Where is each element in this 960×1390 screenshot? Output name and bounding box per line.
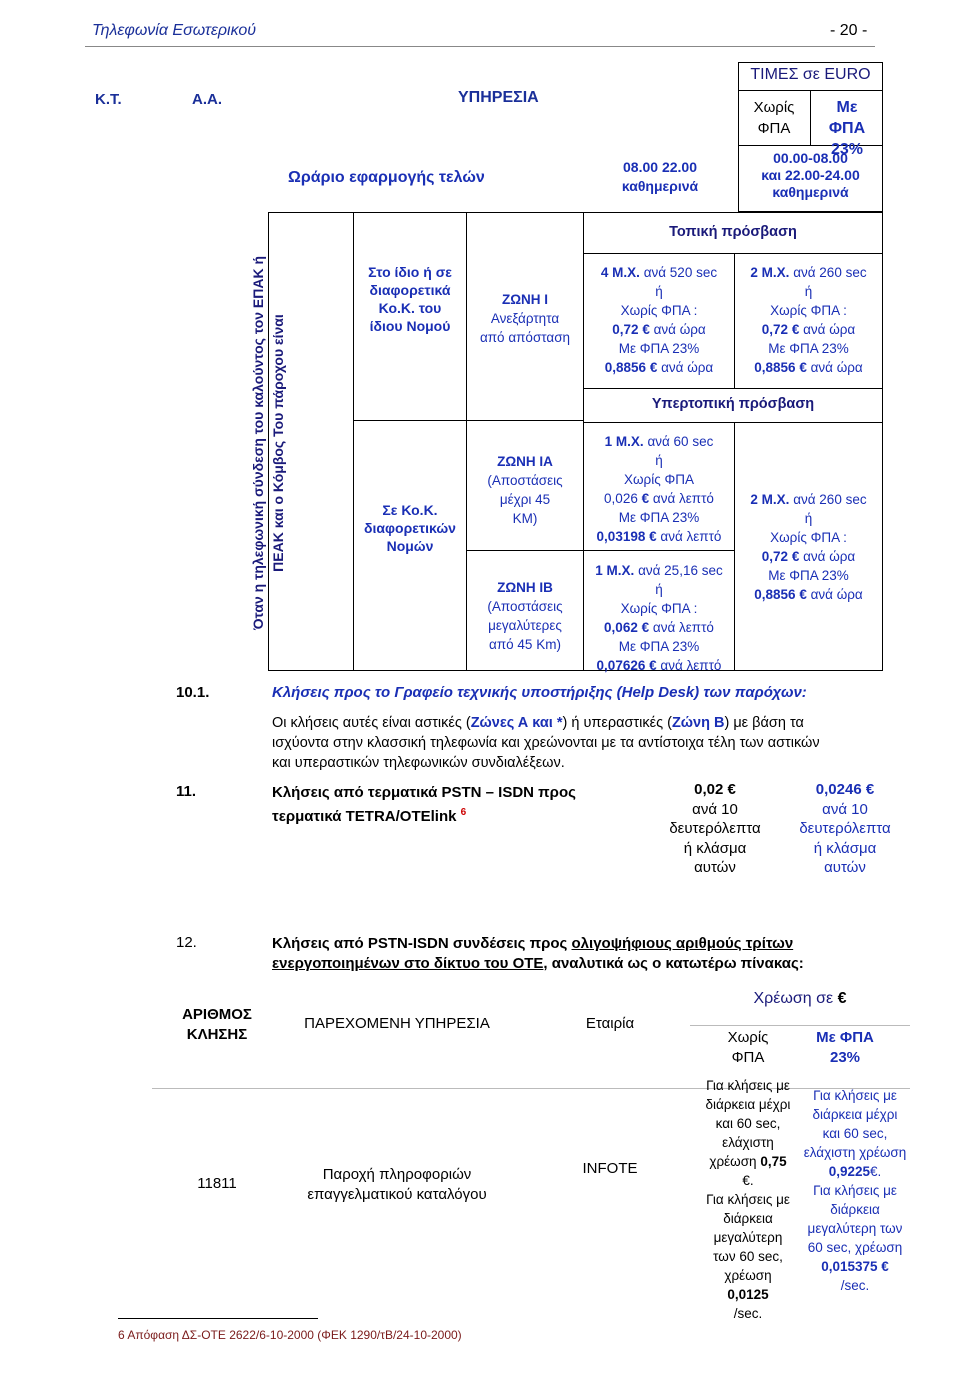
p1-vat-per: ανά ώρα bbox=[661, 360, 714, 375]
p5-with-label: Με ΦΠΑ 23% bbox=[768, 568, 849, 583]
grid-line bbox=[353, 212, 354, 671]
p3-or: ή bbox=[655, 453, 663, 468]
p2-interval: ανά 260 sec bbox=[793, 265, 867, 280]
p-b: Ζώνες Α και * bbox=[470, 715, 563, 731]
bt-service-1: Παροχή πληροφοριών bbox=[322, 1166, 472, 1183]
v8: διάρκεια bbox=[830, 1202, 880, 1217]
w5: χρέωση bbox=[709, 1154, 757, 1169]
header-divider bbox=[85, 46, 875, 47]
col-aa: Α.Α. bbox=[192, 91, 222, 108]
zone-IA bbox=[468, 452, 582, 528]
v5: 0,9225 bbox=[828, 1164, 871, 1179]
v6: €. bbox=[870, 1164, 882, 1179]
local-access-header: Τοπική πρόσβαση bbox=[669, 224, 797, 240]
w5v: 0,75 bbox=[760, 1154, 787, 1169]
s11-frac: ή κλάσμα bbox=[683, 839, 747, 857]
zone-1-title: ΖΩΝΗ Ι bbox=[501, 292, 549, 307]
grid-line bbox=[810, 90, 811, 146]
col-kt: Κ.Τ. bbox=[95, 91, 122, 108]
section-12-number: 12. bbox=[176, 934, 197, 951]
bt-h-charge-label: Χρέωση σε bbox=[753, 990, 834, 1007]
bt-service-2: επαγγελματικού καταλόγου bbox=[307, 1186, 487, 1203]
p4-interval: ανά 25,16 sec bbox=[638, 563, 723, 578]
p2-value: 0,72 bbox=[761, 322, 789, 337]
zone-IB-l3: από 45 Km) bbox=[489, 637, 561, 652]
schedule-night-2: και 22.00-24.00 bbox=[761, 167, 860, 183]
w13: /sec. bbox=[733, 1306, 763, 1321]
grid-line bbox=[583, 253, 883, 254]
long-price-2 bbox=[735, 490, 882, 604]
diff-pref-2: διαφορετικών bbox=[364, 520, 456, 536]
footnote: 6 Απόφαση ΔΣ-ΟΤΕ 2622/6-10-2000 (ΦΕΚ 1290/τΒ/24-10-2000) bbox=[118, 1328, 462, 1342]
w10: των 60 sec, bbox=[713, 1249, 783, 1264]
s12-t3: ενεργοποιημένων στο δίκτυο του ΟΤΕ bbox=[272, 955, 544, 972]
s11-them: αυτών bbox=[694, 859, 736, 876]
bt-number: 11811 bbox=[197, 1175, 237, 1192]
p4-value: 0,062 bbox=[604, 620, 638, 635]
w2: διάρκεια μέχρι bbox=[705, 1097, 791, 1112]
p3-interval: ανά 60 sec bbox=[647, 434, 714, 449]
grid-line bbox=[353, 420, 583, 421]
w9: μεγαλύτερη bbox=[713, 1230, 783, 1245]
grid-line bbox=[738, 62, 883, 63]
v7: Για κλήσεις με bbox=[813, 1183, 897, 1198]
section-12-title bbox=[272, 934, 872, 974]
p5-interval: ανά 260 sec bbox=[793, 492, 867, 507]
bt-h-with: Με ΦΠΑ 23% bbox=[816, 1029, 874, 1066]
section-10-1-number: 10.1. bbox=[176, 684, 210, 701]
p1-or: ή bbox=[655, 284, 663, 299]
rotated-caption bbox=[248, 213, 292, 673]
p4-units: 1 Μ.Χ. bbox=[595, 563, 635, 578]
bt-h-service: ΠΑΡΕΧΟΜΕΝΗ ΥΠΗΡΕΣΙΑ bbox=[304, 1015, 490, 1032]
zone-IA-l2: μέχρι 45 bbox=[499, 492, 551, 507]
zone-IB bbox=[468, 578, 582, 654]
p5-without-label: Χωρίς ΦΠΑ : bbox=[770, 530, 847, 545]
euro-icon: € bbox=[649, 360, 658, 375]
euro-icon: € bbox=[837, 990, 847, 1007]
schedule-day: 08.00 22.00 καθημερινά bbox=[621, 159, 699, 194]
v2: διάρκεια μέχρι bbox=[812, 1107, 898, 1122]
s11-price-2: 0,0246 bbox=[815, 781, 862, 798]
grid-line bbox=[268, 212, 883, 213]
bt-h-company: Εταιρία bbox=[585, 1015, 635, 1032]
grid-line bbox=[583, 422, 883, 423]
zone-IB-l1: (Αποστάσεις bbox=[487, 599, 563, 614]
zone-IA-price bbox=[585, 432, 733, 546]
schedule-night-1: 00.00-08.00 bbox=[773, 150, 848, 166]
v3: και 60 sec, bbox=[822, 1126, 888, 1141]
p5-per: ανά ώρα bbox=[803, 549, 856, 564]
p-a: Οι κλήσεις αυτές είναι αστικές ( bbox=[272, 715, 471, 731]
p1-value: 0,72 bbox=[612, 322, 639, 337]
footnote-ref: 6 bbox=[460, 807, 467, 818]
p4-with-label: Με ΦΠΑ 23% bbox=[618, 639, 700, 654]
p4-or: ή bbox=[655, 582, 663, 597]
zone-IB-price bbox=[585, 561, 733, 675]
v9: μεγαλύτερη των bbox=[807, 1221, 903, 1236]
grid-line bbox=[466, 212, 467, 671]
v1: Για κλήσεις με bbox=[813, 1088, 897, 1103]
p1-with-label: Με ΦΠΑ 23% bbox=[618, 341, 700, 356]
diff-prefecture bbox=[355, 501, 465, 555]
p4-without-label: Χωρίς ΦΠΑ : bbox=[620, 601, 698, 616]
p2-vat-per: ανά ώρα bbox=[810, 360, 863, 375]
p2-units: 2 Μ.Χ. bbox=[750, 265, 790, 280]
p3-per: ανά λεπτό bbox=[652, 491, 714, 506]
s12-t2: ολιγοψήφιους αριθμούς τρίτων bbox=[571, 935, 794, 952]
p1-without-label: Χωρίς ΦΠΑ : bbox=[620, 303, 698, 318]
euro-icon: € bbox=[727, 781, 736, 798]
local-price-1 bbox=[585, 263, 733, 377]
p1-per: ανά ώρα bbox=[653, 322, 706, 337]
p5-vat-value: 0,8856 bbox=[754, 587, 796, 602]
diff-pref-1: Σε Κο.Κ. bbox=[382, 502, 438, 518]
diff-pref-3: Νομών bbox=[386, 538, 434, 554]
s11-title-2: τερματικά TETRA/OTElink bbox=[272, 808, 457, 825]
s12-t4: , αναλυτικά ως ο κατωτέρω πίνακας: bbox=[543, 955, 804, 972]
p5-units: 2 Μ.Χ. bbox=[750, 492, 790, 507]
bt-charge-with bbox=[800, 1086, 910, 1295]
zone-IA-title: ΖΩΝΗ ΙΑ bbox=[497, 454, 553, 469]
euro-icon: € bbox=[799, 587, 807, 602]
long-access-header: Υπερτοπική πρόσβαση bbox=[651, 396, 815, 412]
p3-vat-value: 0,03198 bbox=[596, 529, 646, 544]
zone-IB-l2: μεγαλύτερες bbox=[488, 618, 562, 633]
same-pref-4: ίδιου Νομού bbox=[369, 318, 451, 334]
p4-per: ανά λεπτό bbox=[652, 620, 714, 635]
same-prefecture bbox=[355, 263, 465, 335]
euro-icon: € bbox=[865, 781, 875, 798]
s11-unit-2: δευτερόλεπτα bbox=[799, 820, 891, 837]
p2-vat-value: 0,8856 bbox=[754, 360, 796, 375]
s11-price-without bbox=[660, 780, 770, 878]
zone-IA-l1: (Αποστάσεις bbox=[487, 473, 563, 488]
bt-h-without: Χωρίς ΦΠΑ bbox=[727, 1029, 769, 1066]
section-10-1-title: Κλήσεις προς το Γραφείο τεχνικής υποστήριξης (Help Desk) των παρόχων: bbox=[272, 684, 807, 701]
bt-h-number-2: ΚΛΗΣΗΣ bbox=[186, 1026, 248, 1043]
prices-title: ΤΙΜΕΣ σε EURO bbox=[750, 66, 871, 83]
euro-icon: € bbox=[642, 322, 650, 337]
footnote-divider bbox=[118, 1318, 318, 1319]
section-11-number: 11. bbox=[176, 783, 197, 800]
p-c: ) ή υπεραστικές ( bbox=[562, 715, 672, 731]
rotated-line-1: Όταν η τηλεφωνική σύνδεση του καλούντος τον ΕΠΑΚ ή bbox=[250, 255, 266, 631]
schedule-night-3: καθημερινά bbox=[772, 184, 849, 200]
col-service: ΥΠΗΡΕΣΙΑ bbox=[458, 89, 539, 106]
p4-vat-per: ανά λεπτό bbox=[660, 658, 722, 673]
p2-with-label: Με ΦΠΑ 23% bbox=[768, 341, 849, 356]
bt-h-number-1: ΑΡΙΘΜΟΣ bbox=[182, 1006, 252, 1023]
s11-per: ανά 10 bbox=[692, 800, 738, 818]
p2-without-label: Χωρίς ΦΠΑ : bbox=[770, 303, 847, 318]
zone-IA-l3: ΚΜ) bbox=[512, 511, 538, 526]
w1: Για κλήσεις με bbox=[706, 1078, 790, 1093]
bt-h-number bbox=[152, 1005, 282, 1045]
same-pref-1: Στο ίδιο ή σε bbox=[368, 264, 452, 280]
euro-icon: € bbox=[649, 529, 657, 544]
s11-price-with bbox=[790, 780, 900, 878]
zone-1-l1: Ανεξάρτητα bbox=[490, 311, 560, 326]
p2-per: ανά ώρα bbox=[803, 322, 856, 337]
p5-vat-per: ανά ώρα bbox=[810, 587, 863, 602]
bt-h-charge bbox=[690, 990, 910, 1008]
euro-icon: € bbox=[791, 549, 800, 564]
p-e: ) με βάση τα bbox=[724, 715, 804, 731]
grid-line bbox=[882, 212, 883, 671]
col-with-vat: Με ΦΠΑ 23% bbox=[828, 99, 866, 158]
p5-value: 0,72 bbox=[761, 549, 789, 564]
grid-line bbox=[152, 1088, 910, 1089]
p1-vat-value: 0,8856 bbox=[604, 360, 647, 375]
p3-vat-per: ανά λεπτό bbox=[660, 529, 722, 544]
w12: 0,0125 bbox=[727, 1287, 769, 1302]
s11-title-1: Κλήσεις από τερματικά PSTN – ISDN προς bbox=[272, 784, 576, 801]
euro-icon: € bbox=[641, 491, 650, 506]
bt-company: INFOTE bbox=[582, 1160, 638, 1177]
euro-icon: € bbox=[649, 658, 657, 673]
p2-or: ή bbox=[804, 284, 813, 299]
bt-service bbox=[282, 1165, 512, 1205]
euro-icon: € bbox=[881, 1259, 889, 1274]
p3-with-label: Με ΦΠΑ 23% bbox=[618, 510, 700, 525]
euro-icon: € bbox=[791, 322, 800, 337]
p-line-2: ισχύοντα στην κλασσική τηλεφωνία και χρεώνονται με τα αντίστοιχα τέλη των αστικών bbox=[272, 735, 820, 751]
s11-unit: δευτερόλεπτα bbox=[669, 820, 761, 837]
v4: ελάχιστη χρέωση bbox=[803, 1145, 907, 1160]
col-without-vat: Χωρίς ΦΠΑ bbox=[753, 99, 795, 137]
page-number: - 20 - bbox=[830, 22, 868, 39]
p3-value: 0,026 bbox=[604, 491, 638, 506]
grid-line bbox=[466, 550, 734, 551]
w7: Για κλήσεις με bbox=[706, 1192, 790, 1207]
w4: ελάχιστη bbox=[722, 1135, 774, 1150]
grid-line bbox=[583, 388, 883, 389]
w11: χρέωση bbox=[724, 1268, 772, 1283]
grid-line bbox=[690, 1025, 910, 1026]
s11-price-1: 0,02 bbox=[694, 781, 724, 798]
section-10-1-paragraph bbox=[272, 713, 892, 773]
same-pref-3: Κο.Κ. του bbox=[378, 300, 442, 316]
p-line-3: και υπεραστικών τηλεφωνικών συνδιαλέξεων. bbox=[272, 755, 565, 771]
euro-icon: € bbox=[641, 620, 650, 635]
schedule-night bbox=[738, 150, 883, 201]
zone-1-l2: από απόσταση bbox=[479, 330, 571, 345]
p3-without-label: Χωρίς ΦΠΑ bbox=[623, 472, 694, 487]
s12-t1: Κλήσεις από PSTN-ISDN συνδέσεις προς bbox=[272, 935, 572, 952]
bt-charge-without bbox=[700, 1076, 796, 1323]
p5-or: ή bbox=[804, 511, 813, 526]
section-11-title bbox=[272, 783, 576, 827]
v10: 60 sec, χρέωση bbox=[807, 1240, 903, 1255]
s11-frac-2: ή κλάσμα bbox=[813, 839, 877, 857]
schedule-label: Ωράριο εφαρμογής τελών bbox=[288, 169, 485, 186]
p-d: Ζώνη Β bbox=[671, 715, 725, 731]
local-price-2 bbox=[735, 263, 882, 377]
p1-units: 4 Μ.Χ. bbox=[600, 265, 640, 280]
v12: /sec. bbox=[840, 1278, 870, 1293]
v11: 0,015375 bbox=[821, 1259, 878, 1274]
p3-units: 1 Μ.Χ. bbox=[604, 434, 644, 449]
p4-vat-value: 0,07626 bbox=[596, 658, 646, 673]
grid-line bbox=[583, 212, 584, 671]
same-pref-2: διαφορετικά bbox=[369, 282, 451, 298]
zone-1 bbox=[468, 290, 582, 347]
w8: διάρκεια bbox=[723, 1211, 773, 1226]
p1-interval: ανά 520 sec bbox=[643, 265, 718, 280]
rotated-line-2: ΠΕΑΚ και ο Κόμβος Του πάροχου είναι bbox=[270, 314, 286, 572]
zone-IB-title: ΖΩΝΗ ΙΒ bbox=[497, 580, 553, 595]
w3: και 60 sec, bbox=[715, 1116, 781, 1131]
w6: €. bbox=[742, 1173, 754, 1188]
s11-per-2: ανά 10 bbox=[822, 800, 868, 818]
euro-icon: € bbox=[799, 360, 807, 375]
header-title: Τηλεφωνία Εσωτερικού bbox=[92, 22, 257, 39]
s11-them-2: αυτών bbox=[824, 859, 866, 876]
grid-line bbox=[268, 670, 883, 671]
